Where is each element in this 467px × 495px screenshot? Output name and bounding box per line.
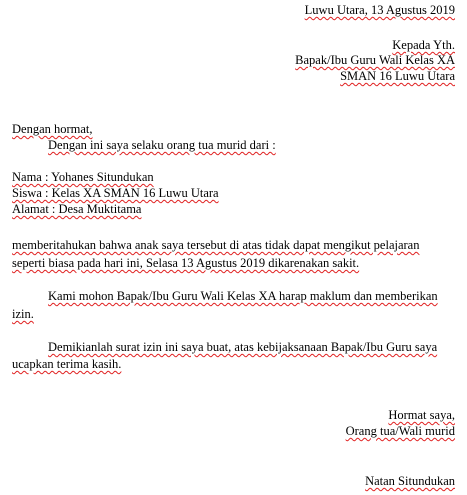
paragraph-3-line-2: ucapkan terima kasih. bbox=[12, 357, 122, 371]
greeting: Dengan hormat, bbox=[12, 122, 93, 136]
student-class: Siswa : Kelas XA SMAN 16 Luwu Utara bbox=[12, 186, 219, 200]
recipient-line-1: Kepada Yth. bbox=[392, 38, 455, 52]
paragraph-1-line-2: seperti biasa pada hari ini, Selasa 13 Agustus 2019 dikarenakan sakit. bbox=[12, 256, 360, 270]
paragraph-1-line-1: memberitahukan bahwa anak saya tersebut di atas tidak dapat mengikut pelajaran bbox=[12, 238, 420, 252]
recipient-line-2: Bapak/Ibu Guru Wali Kelas XA bbox=[295, 53, 455, 67]
student-address: Alamat : Desa Muktitama bbox=[12, 202, 142, 216]
paragraph-2-line-2: izin. bbox=[12, 307, 34, 321]
closing-line-2: Orang tua/Wali murid bbox=[345, 424, 455, 438]
recipient-line-3: SMAN 16 Luwu Utara bbox=[340, 69, 455, 83]
intro-text: Dengan ini saya selaku orang tua murid dari : bbox=[48, 138, 276, 152]
paragraph-3-line-1: Demikianlah surat izin ini saya buat, atas kebijaksanaan Bapak/Ibu Guru saya bbox=[48, 340, 438, 354]
place-date: Luwu Utara, 13 Agustus 2019 bbox=[304, 3, 455, 17]
paragraph-2-line-1: Kami mohon Bapak/Ibu Guru Wali Kelas XA harap maklum dan memberikan bbox=[48, 289, 438, 303]
signature-name: Natan Situndukan bbox=[365, 474, 455, 488]
closing-line-1: Hormat saya, bbox=[388, 408, 455, 422]
student-name: Nama : Yohanes Situndukan bbox=[12, 170, 154, 184]
